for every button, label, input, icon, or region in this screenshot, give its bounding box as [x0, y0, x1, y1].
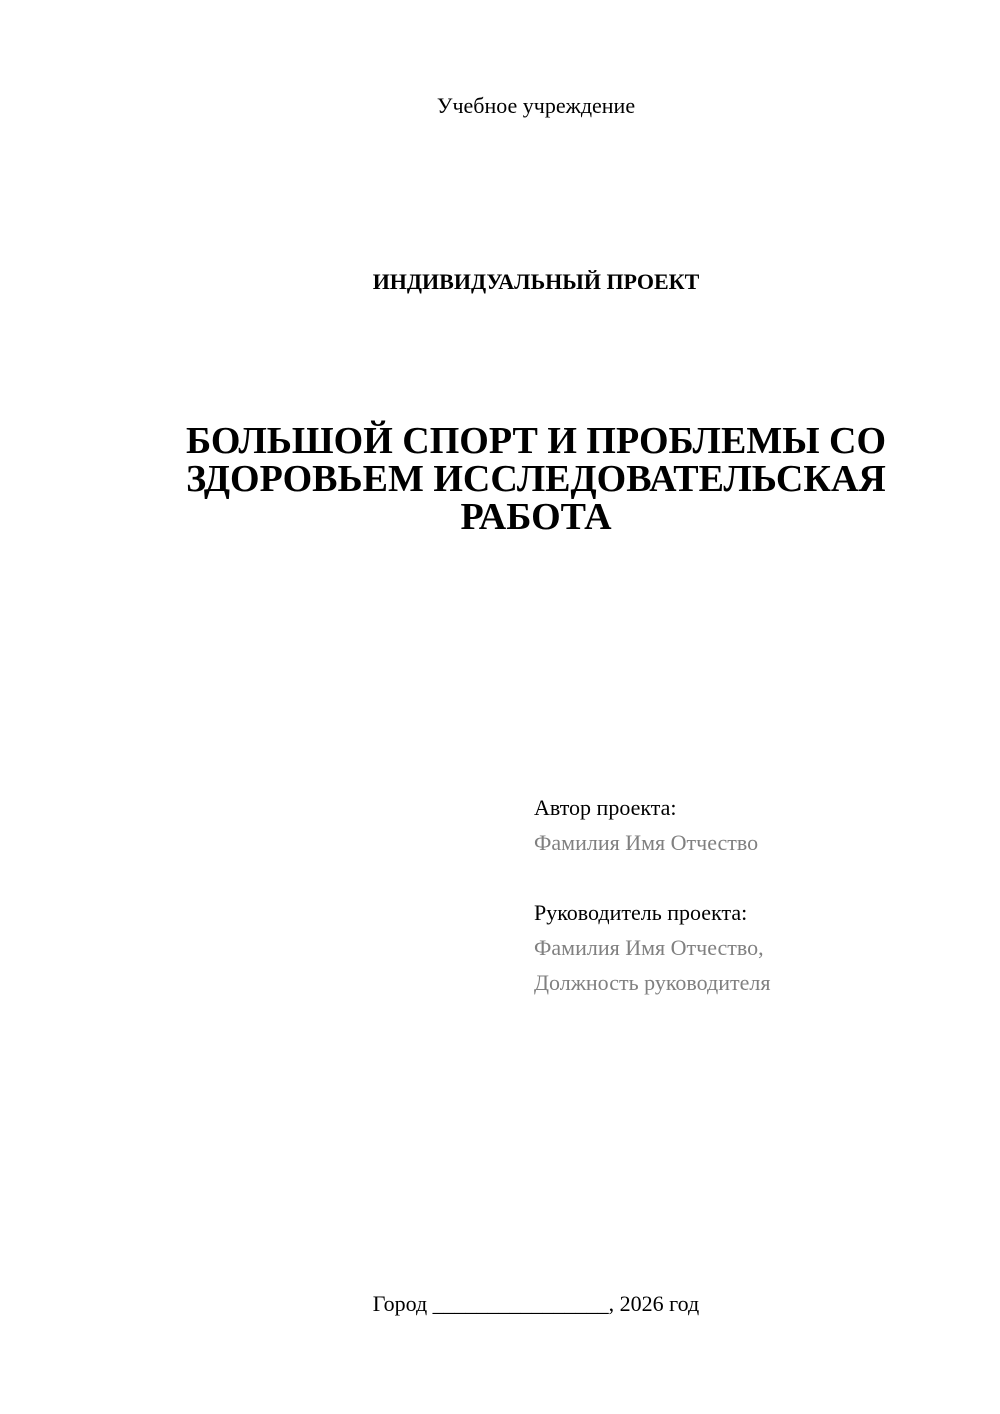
- project-title-line-2: ЗДОРОВЬЕМ ИССЛЕДОВАТЕЛЬСКАЯ: [186, 458, 886, 500]
- credits-spacer: [534, 860, 974, 895]
- supervisor-position-placeholder: Должность руководителя: [534, 970, 771, 995]
- project-credits: [534, 790, 974, 1000]
- supervisor-label: Руководитель проекта:: [534, 900, 748, 925]
- supervisor-name-placeholder: Фамилия Имя Отчество,: [534, 935, 764, 960]
- project-type-heading: ИНДИВИДУАЛЬНЫЙ ПРОЕКТ: [372, 269, 700, 294]
- project-title-line-1: БОЛЬШОЙ СПОРТ И ПРОБЛЕМЫ СО: [185, 420, 887, 462]
- project-title: [0, 422, 1000, 536]
- city-year-footer: Город ________________, 2026 год: [372, 1291, 700, 1316]
- author-label: Автор проекта:: [534, 795, 677, 820]
- institution-name: Учебное учреждение: [436, 93, 636, 118]
- project-title-line-3: РАБОТА: [460, 496, 612, 538]
- author-name-placeholder: Фамилия Имя Отчество: [534, 830, 759, 855]
